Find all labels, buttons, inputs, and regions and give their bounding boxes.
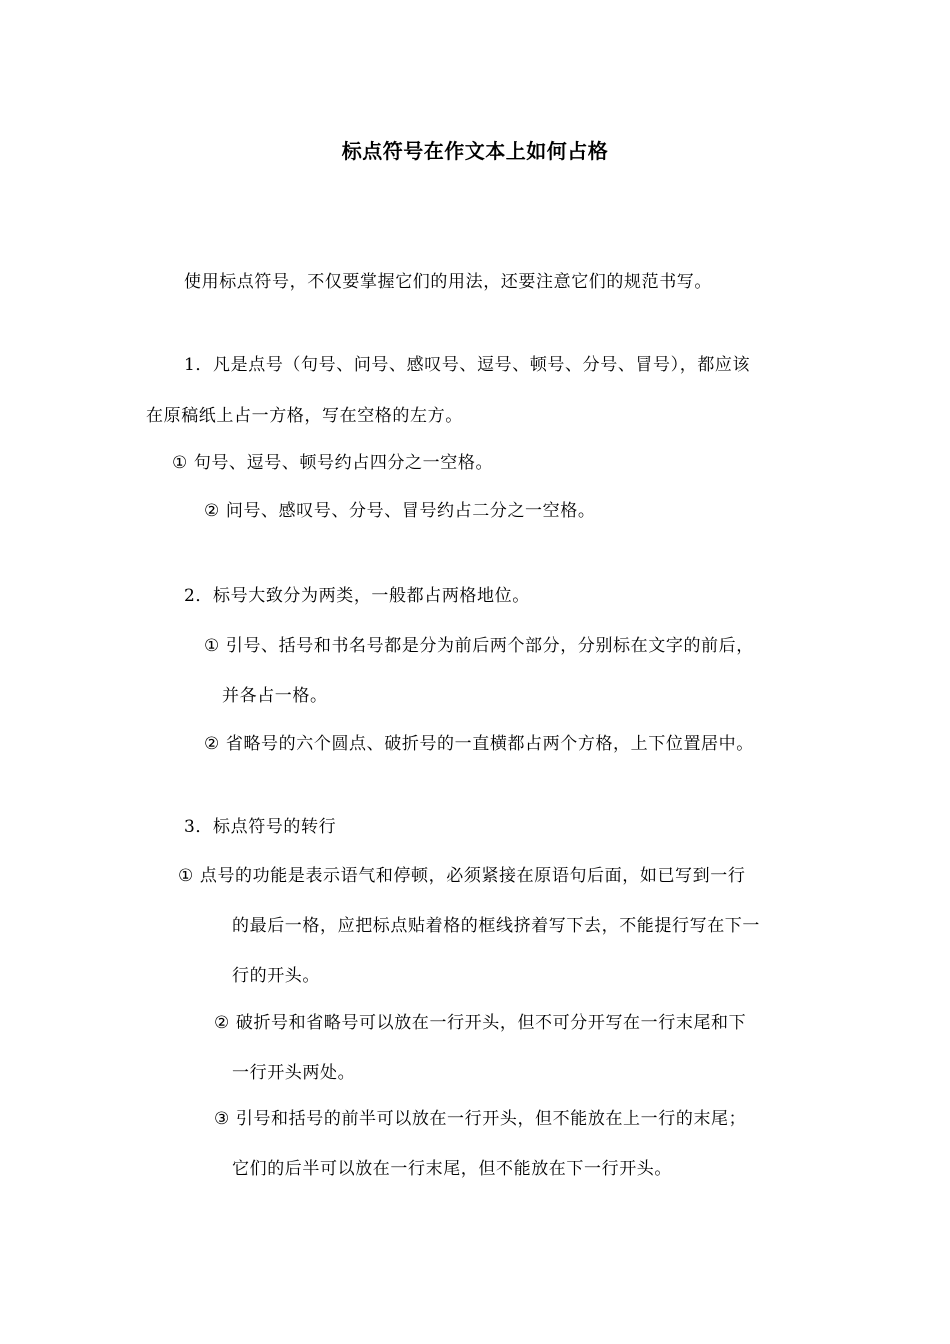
section3-item1-line1: 点号的功能是表示语气和停顿，必须紧接在原语句后面，如已写到一行 (199, 866, 746, 886)
intro-paragraph: 使用标点符号，不仅要掌握它们的用法，还要注意它们的规范书写。 (184, 272, 712, 292)
section3-item3-line1: 引号和括号的前半可以放在一行开头，但不能放在上一行的末尾； (235, 1109, 747, 1129)
section1-item1-text: 句号、逗号、顿号约占四分之一空格。 (193, 453, 494, 473)
section2-item1-marker: ① (204, 636, 220, 656)
section1-item2 (204, 498, 595, 524)
section1-item1 (172, 450, 493, 476)
section1-line2: 在原稿纸上占一方格，写在空格的左方。 (146, 406, 463, 426)
section2-item1 (204, 633, 754, 659)
section3-item1 (178, 863, 745, 889)
section3-item3 (214, 1106, 746, 1132)
section3-item1-marker: ① (178, 866, 194, 886)
document-title: 标点符号在作文本上如何占格 (341, 139, 609, 163)
section2-item1-line2: 并各占一格。 (222, 686, 328, 706)
section1-line1: 1．凡是点号（句号、问号、感叹号、逗号、顿号、分号、冒号），都应该 (184, 355, 751, 375)
section2-item2-marker: ② (204, 734, 220, 754)
section3-item1-line2: 的最后一格，应把标点贴着格的框线挤着写下去，不能提行写在下一 (232, 916, 760, 936)
section1-item1-marker: ① (172, 453, 188, 473)
section3-item2-line1: 破折号和省略号可以放在一行开头，但不可分开写在一行末尾和下 (235, 1013, 747, 1033)
section3-item3-line2: 它们的后半可以放在一行末尾，但不能放在下一行开头。 (232, 1159, 672, 1179)
section1-item2-marker: ② (204, 501, 220, 521)
section1-item2-text: 问号、感叹号、分号、冒号约占二分之一空格。 (225, 501, 596, 521)
section2-item2-text: 省略号的六个圆点、破折号的一直横都占两个方格，上下位置居中。 (225, 734, 754, 754)
section2-item2 (204, 731, 754, 757)
section3-item3-marker: ③ (214, 1109, 230, 1129)
section3-item2 (214, 1010, 746, 1036)
section2-heading: 2．标号大致分为两类，一般都占两格地位。 (184, 586, 530, 606)
section3-item2-marker: ② (214, 1013, 230, 1033)
section3-heading: 3．标点符号的转行 (184, 817, 337, 837)
section3-item2-line2: 一行开头两处。 (232, 1063, 356, 1083)
section3-item1-line3: 行的开头。 (232, 966, 320, 986)
section2-item1-line1: 引号、括号和书名号都是分为前后两个部分，分别标在文字的前后， (225, 636, 754, 656)
